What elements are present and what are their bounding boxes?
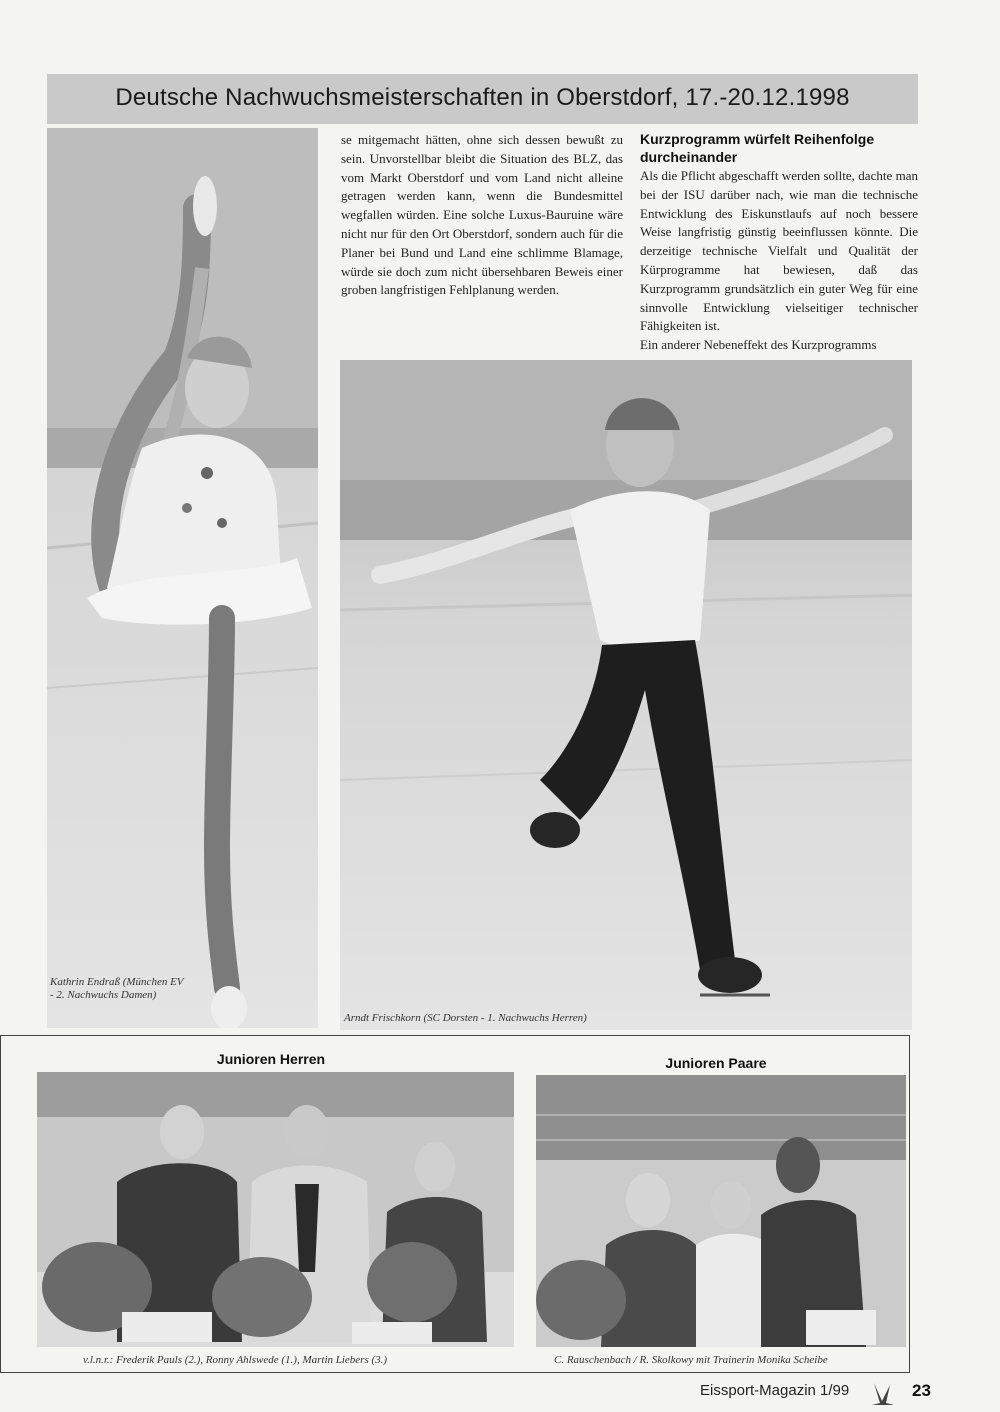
middle-paragraph: se mitgemacht hätten, ohne sich dessen bewußt zu sein. Unvorstellbar bleibt die Situation des BLZ, das vom Markt Oberstdorf und vom Land nicht alleine getragen werden kann, wenn die Bundesmittel wegfallen würden. Eine solche Luxus-Bauruine wäre nicht nur für den Ort Oberstdorf, sondern auch für die Planer bei Bund und Land eine schlimme Blamage, würde sie doch zum nicht übersehbaren Beweis einer groben langfristigen Fehlplanung werden.: [341, 132, 623, 298]
middle-column-text: [341, 131, 623, 300]
podium-group-herren: [37, 1072, 514, 1347]
photo-junioren-herren: [37, 1072, 514, 1347]
magazine-logo-icon: [868, 1379, 898, 1409]
caption-junioren-herren: v.l.n.r.: Frederik Pauls (2.), Ronny Ahlswede (1.), Martin Liebers (3.): [83, 1354, 388, 1366]
photo-junioren-paare: [536, 1075, 906, 1347]
photo-kathrin-endrass: [47, 128, 318, 1028]
caption-junioren-paare: C. Rauschenbach / R. Skolkowy mit Trainerin Monika Scheibe: [554, 1354, 828, 1366]
title-junioren-herren: Junioren Herren: [216, 1051, 326, 1067]
caption-arndt-frischkorn: Arndt Frischkorn (SC Dorsten - 1. Nachwuchs Herren): [344, 1012, 587, 1024]
bottom-results-box: [0, 1035, 910, 1373]
section-heading-kurzprogramm: Kurzprogramm würfelt Reihenfolge durcheinander: [640, 131, 875, 165]
podium-group-paare: [536, 1075, 906, 1347]
right-paragraph-2: Ein anderer Nebeneffekt des Kurzprogramms: [640, 337, 877, 353]
title-band: [47, 74, 918, 124]
right-paragraph-1: Als die Pflicht abgeschafft werden sollte, dachte man bei der ISU darüber nach, wie man die technische Entwicklung des Eiskunstlaufs auf noch bessere Weise langfristig günstig beeinflussen könnte. Die derzeitige technische Vielfalt und Qualität der Kürprogramme hat bewiesen, daß das Kurzprogramm grundsätzlich ein guter Weg für eine sinnvolle Entwicklung vielseitiger technischer Fähigkeiten ist.: [640, 168, 918, 334]
photo-arndt-frischkorn: [340, 360, 912, 1030]
page-number: 23: [912, 1381, 931, 1400]
right-column-text: [640, 167, 918, 355]
title-junioren-paare: Junioren Paare: [665, 1055, 767, 1071]
skater-figure-male: [340, 360, 912, 1030]
page-title: Deutsche Nachwuchsmeisterschaften in Oberstdorf, 17.-20.12.1998: [115, 84, 850, 111]
caption-kathrin-endrass: Kathrin Endraß (München EV - 2. Nachwuchs Damen): [50, 976, 184, 1001]
magazine-footer: Eissport-Magazin 1/99: [700, 1382, 850, 1399]
skater-figure-female: [47, 128, 318, 1028]
